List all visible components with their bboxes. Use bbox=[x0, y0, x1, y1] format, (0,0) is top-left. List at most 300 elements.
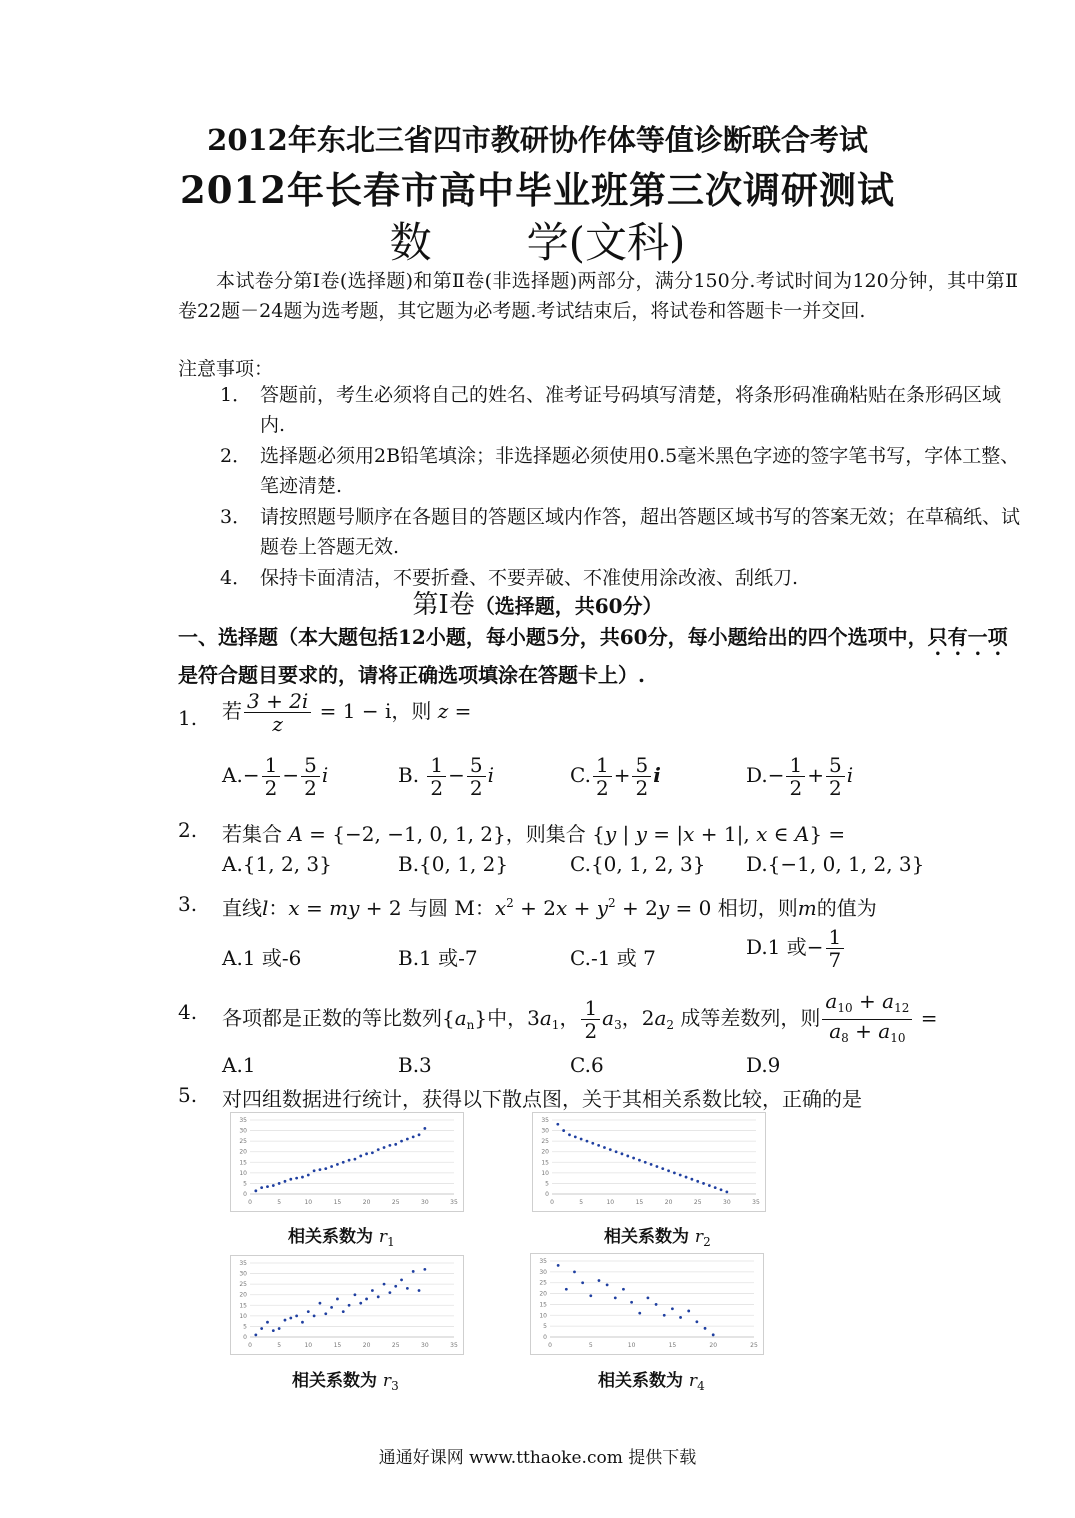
x-tick-label: 5 bbox=[277, 1199, 282, 1206]
y-tick-label: 20 bbox=[239, 1291, 247, 1299]
subscript: 3 bbox=[614, 1018, 622, 1032]
scatter-point bbox=[406, 1287, 409, 1290]
scatter-point bbox=[406, 1138, 409, 1141]
scatter-point bbox=[418, 1289, 421, 1292]
note-text: 保持卡面清洁，不要折叠、不要弄破、不准使用涂改液、刮纸刀. bbox=[260, 567, 799, 589]
fraction-numerator: 1 bbox=[826, 926, 845, 949]
scatter-point bbox=[383, 1283, 386, 1286]
option-operator: − bbox=[448, 763, 465, 787]
stem-text: } = bbox=[809, 822, 846, 846]
y-tick-label: 5 bbox=[243, 1323, 247, 1331]
scatter-point bbox=[556, 1123, 559, 1126]
stem-text: 成等差数列，则 bbox=[674, 1006, 821, 1030]
scatter-plot-4 bbox=[530, 1253, 764, 1355]
subscript: 12 bbox=[894, 1001, 910, 1015]
x-tick-label: 15 bbox=[333, 1342, 342, 1349]
scatter-point bbox=[647, 1297, 650, 1300]
scatter-point bbox=[319, 1302, 322, 1305]
scatter-point bbox=[388, 1291, 391, 1294]
question-5 bbox=[0, 1083, 1075, 1113]
stem-variable: a bbox=[825, 989, 838, 1013]
stem-text: = | bbox=[646, 822, 684, 846]
y-tick-label: 25 bbox=[541, 1138, 549, 1146]
subscript: 1 bbox=[387, 1235, 395, 1249]
question-number: 2. bbox=[178, 818, 198, 842]
scatter-point bbox=[667, 1169, 670, 1172]
fraction-numerator: 5 bbox=[632, 754, 651, 777]
option-variable: i bbox=[321, 763, 329, 787]
scatter-point bbox=[359, 1155, 362, 1158]
stem-variable: A bbox=[794, 822, 810, 846]
scatter-point bbox=[661, 1167, 664, 1170]
stem-variable: x bbox=[683, 822, 695, 846]
stem-variable: a bbox=[454, 1006, 467, 1030]
fraction-numerator: 1 bbox=[593, 754, 612, 777]
y-tick-label: 20 bbox=[239, 1148, 247, 1156]
y-tick-label: 10 bbox=[541, 1169, 549, 1177]
scatter-point bbox=[266, 1185, 269, 1188]
y-tick-label: 5 bbox=[543, 1323, 547, 1331]
stem-text: + 2 与圆 M： bbox=[359, 896, 495, 920]
y-tick-label: 25 bbox=[539, 1279, 547, 1287]
x-tick-label: 20 bbox=[709, 1342, 718, 1349]
x-tick-label: 15 bbox=[668, 1342, 677, 1349]
scatter-point bbox=[598, 1279, 601, 1282]
stem-text: + 1|, bbox=[694, 822, 757, 846]
stem-variable: y bbox=[635, 822, 647, 846]
fraction-numerator: 5 bbox=[467, 754, 486, 777]
note-item bbox=[220, 502, 1020, 562]
scatter-point bbox=[644, 1161, 647, 1164]
stem-variable: a bbox=[654, 1006, 667, 1030]
caption-text: 相关系数为 bbox=[288, 1227, 379, 1247]
x-tick-label: 30 bbox=[723, 1199, 731, 1206]
x-tick-label: 25 bbox=[391, 1199, 400, 1206]
fraction-numerator: 3 + 2i bbox=[247, 689, 309, 713]
x-tick-label: 20 bbox=[664, 1199, 673, 1206]
x-tick-label: 25 bbox=[391, 1342, 400, 1349]
x-tick-label: 5 bbox=[277, 1342, 282, 1349]
subscript: 1 bbox=[551, 1018, 560, 1032]
scatter-point bbox=[591, 1142, 594, 1145]
fraction-numerator: 1 bbox=[262, 754, 281, 777]
caption-text: 相关系数为 bbox=[598, 1371, 689, 1391]
caption-variable: r bbox=[382, 1371, 392, 1391]
operator: + bbox=[848, 1019, 879, 1043]
subject-title bbox=[0, 210, 1075, 270]
x-tick-label: 35 bbox=[450, 1342, 458, 1349]
stem-text: = bbox=[914, 1006, 938, 1030]
stem-text: + 2 bbox=[615, 896, 658, 920]
scatter-point bbox=[348, 1159, 351, 1162]
x-tick-label: 0 bbox=[550, 1199, 554, 1206]
scatter-point bbox=[307, 1310, 310, 1313]
question-number: 5. bbox=[178, 1083, 198, 1107]
scatter-point bbox=[400, 1279, 403, 1282]
note-number: 2． bbox=[220, 445, 252, 467]
scatter-point bbox=[423, 1127, 426, 1130]
question-number: 1. bbox=[178, 706, 198, 730]
scatter-point bbox=[400, 1140, 403, 1143]
caption-r3 bbox=[292, 1366, 399, 1393]
scatter-point bbox=[704, 1327, 707, 1330]
y-tick-label: 30 bbox=[541, 1127, 549, 1135]
y-tick-label: 20 bbox=[539, 1290, 547, 1298]
stem-variable: a bbox=[882, 989, 895, 1013]
note-text: 请按照题号顺序在各题目的答题区域内作答，超出答题区域书写的答案无效；在草稿纸、试题卷上答题无效. bbox=[260, 506, 1021, 558]
scatter-point bbox=[630, 1301, 633, 1304]
scatter-point bbox=[319, 1168, 322, 1171]
option-label: D. bbox=[746, 763, 768, 787]
question-stem: 对四组数据进行统计，获得以下散点图，关于其相关系数比较，正确的是 bbox=[222, 1087, 862, 1111]
scatter-point bbox=[557, 1264, 560, 1267]
q1-option-b bbox=[398, 754, 494, 799]
scatter-point bbox=[679, 1174, 682, 1177]
scatter-point bbox=[606, 1283, 609, 1286]
option-operator: − bbox=[282, 763, 300, 787]
subject-char: 数 bbox=[389, 218, 432, 267]
scatter-point bbox=[371, 1151, 374, 1154]
scatter-point bbox=[720, 1188, 723, 1191]
scatter-point bbox=[687, 1310, 690, 1313]
stem-text: 各项都是正数的等比数列{ bbox=[222, 1006, 455, 1030]
scatter-point bbox=[656, 1165, 659, 1168]
y-tick-label: 15 bbox=[539, 1301, 547, 1309]
y-tick-label: 35 bbox=[539, 1258, 547, 1265]
scatter-point bbox=[573, 1270, 576, 1273]
x-tick-label: 0 bbox=[548, 1342, 552, 1349]
stem-variable: z bbox=[437, 699, 449, 723]
scatter-point bbox=[289, 1317, 292, 1320]
stem-text: 若 bbox=[222, 699, 242, 723]
scatter-point bbox=[609, 1148, 612, 1151]
y-tick-label: 0 bbox=[243, 1334, 247, 1341]
y-tick-label: 5 bbox=[243, 1180, 247, 1188]
fraction-denominator: 2 bbox=[584, 1019, 598, 1043]
y-tick-label: 15 bbox=[541, 1159, 549, 1167]
scatter-point bbox=[254, 1189, 257, 1192]
x-tick-label: 15 bbox=[635, 1199, 644, 1206]
caption-variable: r bbox=[694, 1227, 704, 1247]
scatter-point bbox=[301, 1321, 304, 1324]
y-tick-label: 15 bbox=[239, 1302, 247, 1310]
section-subtitle: （选择题，共60分） bbox=[474, 594, 663, 618]
scatter-plot-2 bbox=[532, 1112, 766, 1212]
scatter-point bbox=[679, 1316, 682, 1319]
scatter-point bbox=[638, 1312, 641, 1315]
scatter-point bbox=[377, 1148, 380, 1151]
footer-credit: 通通好课网 www.tthaoke.com 提供下载 bbox=[378, 1448, 697, 1468]
stem-variable: A bbox=[288, 822, 303, 846]
stem-text: | bbox=[616, 822, 636, 846]
fraction-denominator: 2 bbox=[595, 776, 609, 800]
x-tick-label: 25 bbox=[693, 1199, 702, 1206]
notes-list bbox=[220, 380, 1020, 594]
y-tick-label: 35 bbox=[239, 1260, 247, 1267]
q2-option-c: C.{0, 1, 2, 3} bbox=[570, 852, 706, 876]
scatter-plot-3 bbox=[230, 1255, 464, 1355]
option-operator: + bbox=[807, 763, 824, 787]
fraction-denominator: 7 bbox=[828, 948, 842, 972]
scatter-point bbox=[284, 1180, 287, 1183]
stem-text: }中，3 bbox=[474, 1006, 540, 1030]
q4-option-c: C.6 bbox=[570, 1053, 604, 1077]
x-tick-label: 10 bbox=[606, 1199, 615, 1206]
stem-text: = 0 相切，则 bbox=[669, 896, 798, 920]
subscript: 10 bbox=[890, 1031, 906, 1045]
fraction-denominator: z bbox=[272, 712, 283, 736]
scatter-point bbox=[622, 1288, 625, 1291]
option-variable: i bbox=[487, 763, 495, 787]
scatter-point bbox=[581, 1281, 584, 1284]
scatter-point bbox=[621, 1152, 624, 1155]
scatter-point bbox=[313, 1169, 316, 1172]
x-tick-label: 5 bbox=[588, 1342, 593, 1349]
scatter-point bbox=[365, 1298, 368, 1301]
stem-variable: x bbox=[756, 822, 768, 846]
y-tick-label: 30 bbox=[239, 1127, 247, 1135]
section-intro-a: 一、选择题（本大题包括12小题，每小题5分，共60分，每小题给出的四个选项中， bbox=[178, 625, 928, 649]
scatter-point bbox=[696, 1180, 699, 1183]
scatter-point bbox=[260, 1186, 263, 1189]
stem-variable: y bbox=[596, 896, 609, 920]
scatter-point bbox=[603, 1146, 606, 1149]
scatter-point bbox=[690, 1178, 693, 1181]
fraction-denominator: 2 bbox=[264, 776, 278, 800]
option-variable: i bbox=[653, 763, 661, 787]
scatter-point bbox=[330, 1306, 333, 1309]
y-tick-label: 0 bbox=[243, 1191, 247, 1198]
scatter-plot-svg bbox=[230, 1255, 464, 1355]
stem-text: = 1 − i，则 bbox=[313, 699, 438, 723]
stem-text: ，2 bbox=[621, 1006, 655, 1030]
stem-text: 的值为 bbox=[816, 896, 877, 920]
note-number: 1． bbox=[220, 384, 252, 406]
scatter-point bbox=[388, 1144, 391, 1147]
y-tick-label: 35 bbox=[239, 1117, 247, 1124]
scatter-point bbox=[663, 1314, 666, 1317]
stem-variable: x bbox=[555, 896, 568, 920]
stem-variable: x bbox=[288, 896, 300, 920]
exam-header-line1: 2012年东北三省四市教研协作体等值诊断联合考试 bbox=[207, 123, 868, 157]
q2-option-b: B.{0, 1, 2} bbox=[398, 852, 509, 876]
option-label: C. bbox=[570, 763, 591, 787]
q3-option-d bbox=[746, 926, 846, 971]
stem-text: + bbox=[567, 896, 597, 920]
scatter-point bbox=[324, 1312, 327, 1315]
scatter-point bbox=[260, 1327, 263, 1330]
x-tick-label: 5 bbox=[579, 1199, 584, 1206]
fraction-denominator: 2 bbox=[789, 776, 803, 800]
option-label: A. bbox=[222, 763, 243, 787]
y-tick-label: 35 bbox=[541, 1117, 549, 1124]
scatter-point bbox=[371, 1289, 374, 1292]
stem-text: ， bbox=[559, 1006, 580, 1030]
caption-r2 bbox=[604, 1222, 711, 1249]
q3-option-c: C.-1 或 7 bbox=[570, 946, 656, 970]
question-3 bbox=[0, 892, 1075, 922]
fraction-denominator: 2 bbox=[430, 776, 444, 800]
section-intro bbox=[178, 622, 1018, 690]
note-text: 选择题必须用2B铅笔填涂；非选择题必须使用0.5毫米黑色字迹的签字笔书写，字体工整、笔迹清楚. bbox=[260, 445, 1020, 497]
scatter-plot-1 bbox=[230, 1112, 464, 1212]
exam-intro: 本试卷分第Ⅰ卷(选择题)和第Ⅱ卷(非选择题)两部分，满分150分.考试时间为120分钟，其中第Ⅱ卷22题－24题为选考题，其它题为必考题.考试结束后，将试卷和答题卡一并交回. bbox=[178, 270, 1018, 322]
x-tick-label: 30 bbox=[421, 1199, 429, 1206]
section-intro-emphasis: 只有一项 bbox=[927, 625, 1008, 649]
x-tick-label: 0 bbox=[248, 1342, 252, 1349]
question-stem bbox=[222, 690, 471, 735]
question-stem bbox=[222, 990, 937, 1049]
scatter-point bbox=[565, 1288, 568, 1291]
subscript: 10 bbox=[837, 1001, 853, 1015]
fraction-numerator: 5 bbox=[826, 754, 845, 777]
scatter-point bbox=[348, 1304, 351, 1307]
scatter-point bbox=[377, 1295, 380, 1298]
fraction bbox=[244, 690, 311, 735]
q2-option-d: D.{−1, 0, 1, 2, 3} bbox=[746, 852, 925, 876]
x-tick-label: 10 bbox=[627, 1342, 636, 1349]
y-tick-label: 25 bbox=[239, 1138, 247, 1146]
note-item bbox=[220, 380, 1020, 440]
subscript: 2 bbox=[703, 1235, 711, 1249]
scatter-point bbox=[284, 1319, 287, 1322]
stem-text: ∈ bbox=[767, 822, 795, 846]
scatter-point bbox=[714, 1186, 717, 1189]
y-tick-label: 25 bbox=[239, 1281, 247, 1289]
scatter-point bbox=[313, 1314, 316, 1317]
x-tick-label: 25 bbox=[750, 1342, 758, 1349]
x-tick-label: 15 bbox=[333, 1199, 342, 1206]
x-tick-label: 0 bbox=[248, 1199, 252, 1206]
scatter-point bbox=[295, 1177, 298, 1180]
stem-variable: a bbox=[829, 1019, 842, 1043]
scatter-point bbox=[580, 1138, 583, 1141]
scatter-plot-svg bbox=[230, 1112, 464, 1212]
scatter-point bbox=[638, 1159, 641, 1162]
stem-variable: a bbox=[878, 1019, 891, 1043]
section-intro-b: 是符合题目要求的，请将正确选项填涂在答题卡上）. bbox=[178, 663, 645, 687]
x-tick-label: 10 bbox=[304, 1342, 313, 1349]
q3-option-a: A.1 或-6 bbox=[222, 946, 302, 970]
scatter-point bbox=[712, 1333, 715, 1336]
stem-text: + 2 bbox=[513, 896, 556, 920]
y-tick-label: 10 bbox=[239, 1312, 247, 1320]
scatter-point bbox=[289, 1178, 292, 1181]
y-tick-label: 5 bbox=[545, 1180, 549, 1188]
note-text: 答题前，考生必须将自己的姓名、准考证号码填写清楚，将条形码准确粘贴在条形码区域内. bbox=[260, 384, 1002, 436]
scatter-point bbox=[655, 1303, 658, 1306]
scatter-point bbox=[278, 1327, 281, 1330]
fraction-denominator: 2 bbox=[635, 776, 649, 800]
scatter-point bbox=[342, 1310, 345, 1313]
scatter-point bbox=[597, 1144, 600, 1147]
scatter-point bbox=[336, 1298, 339, 1301]
scatter-point bbox=[586, 1140, 589, 1143]
stem-text: = bbox=[299, 896, 330, 920]
scatter-point bbox=[295, 1314, 298, 1317]
scatter-point bbox=[562, 1129, 565, 1132]
y-tick-label: 30 bbox=[539, 1268, 547, 1276]
caption-variable: r bbox=[688, 1371, 698, 1391]
fraction-numerator: 5 bbox=[301, 754, 320, 777]
fraction-denominator: 2 bbox=[304, 776, 317, 800]
stem-variable: x bbox=[494, 896, 507, 920]
exam-title: 2012年长春市高中毕业班第三次调研测试 bbox=[180, 168, 895, 212]
fraction-numerator: 1 bbox=[786, 754, 805, 777]
scatter-plot-svg bbox=[530, 1253, 764, 1355]
scatter-point bbox=[266, 1321, 269, 1324]
subscript: 8 bbox=[841, 1031, 849, 1045]
caption-r1 bbox=[288, 1222, 395, 1249]
caption-text: 相关系数为 bbox=[292, 1371, 383, 1391]
scatter-point bbox=[725, 1190, 728, 1193]
scatter-plot-svg bbox=[532, 1112, 766, 1212]
scatter-point bbox=[394, 1143, 397, 1146]
scatter-point bbox=[423, 1268, 426, 1271]
note-item bbox=[220, 441, 1020, 501]
q4-option-b: B.3 bbox=[398, 1053, 432, 1077]
q4-option-a: A.1 bbox=[222, 1053, 256, 1077]
note-number: 4． bbox=[220, 567, 252, 589]
question-4 bbox=[0, 990, 1075, 1050]
operator: + bbox=[852, 989, 883, 1013]
x-tick-label: 30 bbox=[421, 1342, 429, 1349]
x-tick-label: 35 bbox=[450, 1199, 458, 1206]
q1-option-c bbox=[570, 754, 661, 799]
option-sign: − bbox=[767, 763, 785, 787]
stem-text: = {−2, −1, 0, 1, 2}，则集合 { bbox=[302, 822, 605, 846]
option-label: B. bbox=[398, 763, 420, 787]
scatter-point bbox=[615, 1150, 618, 1153]
scatter-point bbox=[324, 1167, 327, 1170]
subject-rest: 学(文科) bbox=[526, 218, 686, 267]
x-tick-label: 20 bbox=[362, 1199, 371, 1206]
scatter-point bbox=[685, 1176, 688, 1179]
scatter-point bbox=[354, 1293, 357, 1296]
scatter-point bbox=[671, 1307, 674, 1310]
scatter-point bbox=[650, 1163, 653, 1166]
note-number: 3． bbox=[220, 506, 252, 528]
scatter-point bbox=[412, 1136, 415, 1139]
q1-option-a bbox=[222, 754, 328, 799]
stem-variable: a bbox=[539, 1006, 552, 1030]
y-tick-label: 0 bbox=[543, 1334, 547, 1341]
scatter-point bbox=[254, 1333, 257, 1336]
scatter-point bbox=[702, 1182, 705, 1185]
stem-variable: l bbox=[262, 896, 269, 920]
y-tick-label: 15 bbox=[239, 1159, 247, 1167]
question-stem: 直线l：x = my + 2 与圆 M：$x^2 + 2x + y^2 + 2y = 0$ 相切，则m的值为 bbox=[222, 896, 877, 920]
stem-text: ： bbox=[268, 896, 289, 920]
fraction-denominator: 2 bbox=[828, 776, 842, 800]
scatter-point bbox=[301, 1176, 304, 1179]
stem-variable: a bbox=[602, 1006, 615, 1030]
scatter-point bbox=[272, 1329, 275, 1332]
y-tick-label: 10 bbox=[539, 1312, 547, 1320]
fraction-numerator: 1 bbox=[427, 754, 446, 777]
q2-option-a: A.{1, 2, 3} bbox=[222, 852, 332, 876]
section-name: 第Ⅰ卷 bbox=[412, 590, 475, 620]
scatter-point bbox=[412, 1270, 415, 1273]
q1-option-d bbox=[746, 754, 853, 799]
question-2 bbox=[0, 818, 1075, 848]
option-sign: − bbox=[242, 763, 260, 787]
q3-option-b: B.1 或-7 bbox=[398, 946, 478, 970]
plot-frame bbox=[531, 1254, 764, 1355]
question-stem bbox=[222, 818, 845, 847]
stem-variable: my bbox=[329, 896, 360, 920]
scatter-point bbox=[574, 1136, 577, 1139]
